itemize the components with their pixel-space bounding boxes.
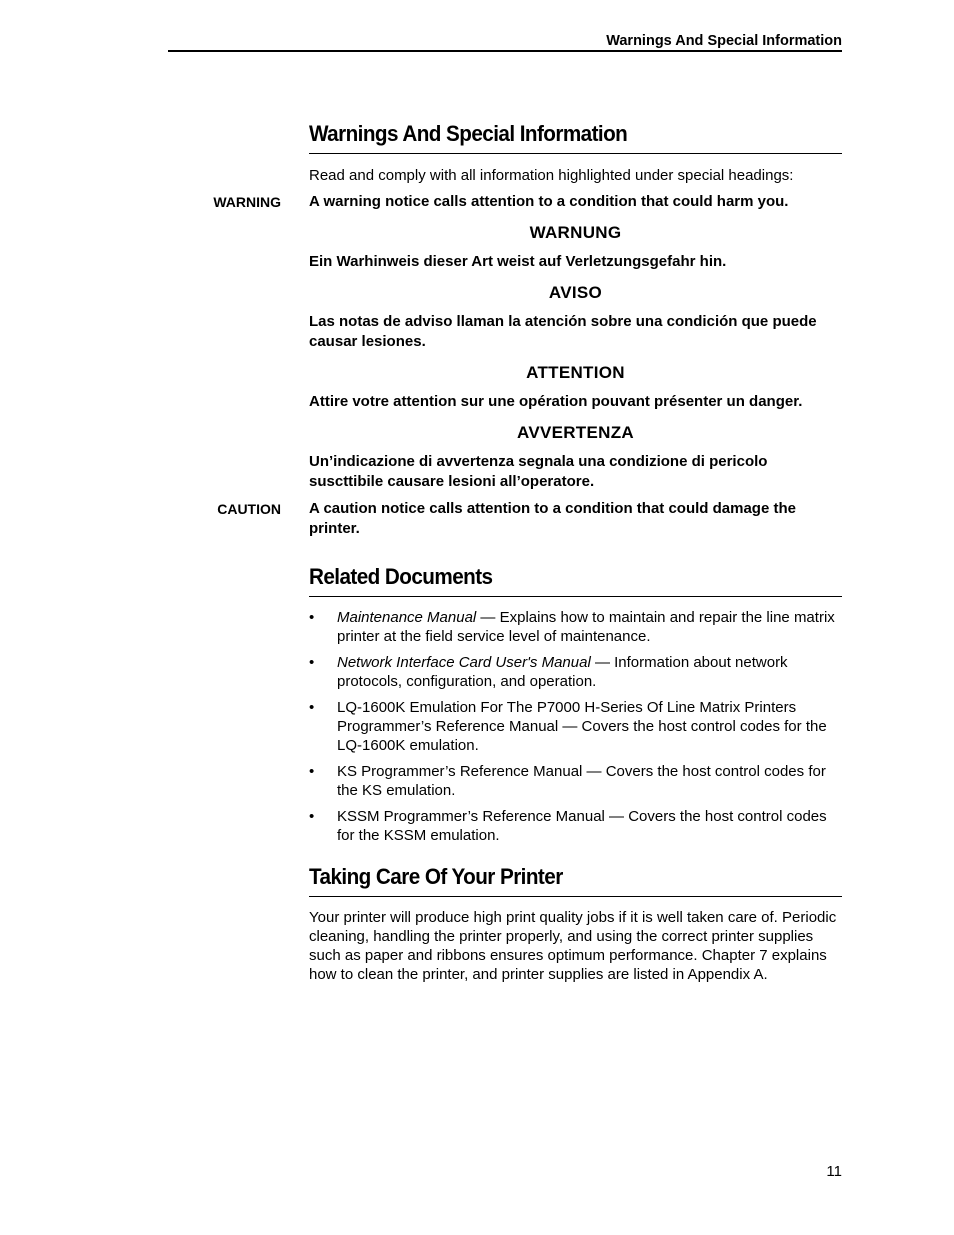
warning-translation-fr (309, 362, 842, 412)
warnings-title: Warnings And Special Information (309, 121, 628, 146)
warning-text: A warning notice calls attention to a condition that could harm you. (309, 193, 789, 210)
translation-heading-de: WARNUNG (529, 223, 622, 242)
care-section-heading (309, 861, 842, 897)
page-number: 11 (826, 1163, 842, 1180)
warning-translation-it (309, 422, 842, 492)
document-description: — Information about network protocols, configuration, and operation. (337, 654, 788, 690)
document-description: LQ-1600K Emulation For The P7000 H-Series Of Line Matrix Printers Programmer’s Reference Manual — Covers the host control codes for the LQ-1600K emulation. (337, 699, 827, 754)
document-title: Network Interface Card User's Manual (337, 654, 591, 671)
warnings-intro: Read and comply with all information highlighted under special headings: (309, 167, 794, 184)
list-item (309, 653, 842, 691)
care-title: Taking Care Of Your Printer (309, 864, 563, 889)
related-documents-list (309, 608, 842, 845)
translation-heading-es: AVISO (548, 283, 603, 302)
related-documents-section (309, 561, 842, 845)
caution-notice (217, 499, 842, 539)
bullet-icon: • (309, 763, 315, 780)
list-item (309, 807, 842, 845)
document-description: — Explains how to maintain and repair the line matrix printer at the field service level of maintenance. (337, 609, 835, 645)
bullet-icon: • (309, 609, 315, 626)
translation-text-fr: Attire votre attention sur une opération pouvant présenter un danger. (309, 393, 803, 410)
translation-text-it: Un’indicazione di avvertenza segnala una condizione di pericolo suscttibile causare lesioni all’operatore. (309, 453, 768, 490)
related-section-heading (309, 561, 842, 597)
translation-heading-it: AVVERTENZA (517, 423, 634, 442)
warning-label: WARNING (213, 194, 281, 210)
warning-notice (213, 192, 842, 212)
translation-heading-fr: ATTENTION (526, 363, 625, 382)
list-item (309, 608, 842, 646)
bullet-icon: • (309, 699, 315, 716)
bullet-icon: • (309, 808, 315, 825)
document-description: KSSM Programmer’s Reference Manual — Covers the host control codes for the KSSM emulation. (337, 808, 827, 844)
translation-text-de: Ein Warhinweis dieser Art weist auf Verletzungsgefahr hin. (309, 253, 727, 270)
warning-translation-es (309, 282, 842, 352)
caution-label: CAUTION (217, 501, 281, 517)
related-title: Related Documents (309, 564, 493, 589)
care-text: Your printer will produce high print quality jobs if it is well taken care of. Periodic cleaning, handling the printer properly, and using the correct printer supplies such as paper and ribbons ensures optimum performance. Chapter 7 explains how to clean the printer, and printer supplies are listed in Appendix A. (309, 909, 837, 983)
running-header: Warnings And Special Information (168, 33, 842, 52)
list-item (309, 698, 842, 755)
bullet-icon: • (309, 654, 315, 671)
printer-care-section (309, 861, 842, 984)
warning-translation-de (309, 222, 842, 272)
caution-text: A caution notice calls attention to a condition that could damage the printer. (309, 500, 796, 537)
translation-text-es: Las notas de adviso llaman la atención sobre una condición que puede causar lesiones. (309, 313, 817, 350)
document-description: KS Programmer’s Reference Manual — Covers the host control codes for the KS emulation. (337, 763, 826, 799)
main-content (213, 118, 842, 984)
list-item (309, 762, 842, 800)
document-title: Maintenance Manual (337, 609, 477, 626)
warnings-section-heading (309, 118, 842, 154)
